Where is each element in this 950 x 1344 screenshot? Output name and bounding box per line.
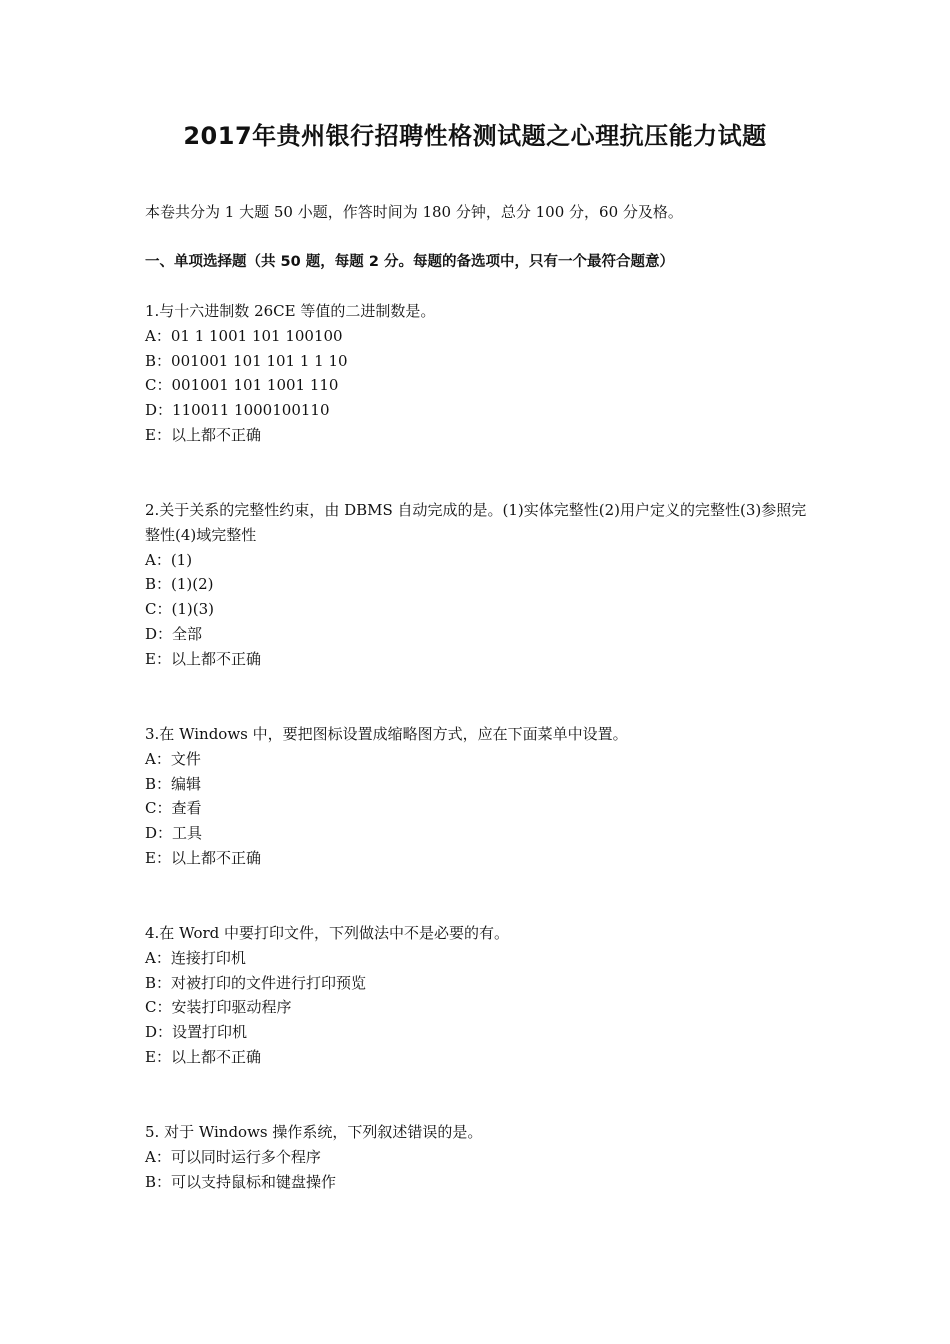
option-a: A：可以同时运行多个程序 — [145, 1147, 321, 1166]
option-c: C：(1)(3) — [145, 600, 214, 619]
option-b: B：可以支持鼠标和键盘操作 — [145, 1172, 337, 1191]
option-c: C：001001 101 1001 110 — [145, 376, 339, 395]
option-c: C：查看 — [145, 799, 202, 818]
exam-intro: 本卷共分为 1 大题 50 小题，作答时间为 180 分钟，总分 100 分，60 分及格。 — [145, 203, 683, 221]
option-c: C：安装打印驱动程序 — [145, 998, 292, 1017]
question-stem: 4.在 Word 中要打印文件，下列做法中不是必要的有。 — [145, 924, 510, 942]
question-stem: 5. 对于 Windows 操作系统，下列叙述错误的是。 — [145, 1123, 483, 1141]
option-b: B：001001 101 101 1 1 10 — [145, 351, 348, 370]
option-b: B：对被打印的文件进行打印预览 — [145, 973, 367, 992]
option-a: A：文件 — [145, 749, 201, 768]
option-d: D：110011 1000100110 — [145, 401, 330, 420]
question-4 — [145, 921, 815, 1070]
option-a: A：连接打印机 — [145, 948, 246, 967]
question-5 — [145, 1120, 815, 1194]
section-heading: 一、单项选择题（共 50 题，每题 2 分。每题的备选项中，只有一个最符合题意） — [145, 254, 674, 270]
option-d: D：工具 — [145, 824, 203, 843]
option-e: E：以上都不正确 — [145, 1047, 261, 1066]
document-title: 2017年贵州银行招聘性格测试题之心理抗压能力试题 — [183, 122, 767, 150]
question-stem: 1.与十六进制数 26CE 等值的二进制数是。 — [145, 302, 436, 320]
question-2 — [145, 498, 815, 672]
option-b: B：编辑 — [145, 774, 202, 793]
option-e: E：以上都不正确 — [145, 649, 261, 668]
option-e: E：以上都不正确 — [145, 425, 261, 444]
option-a: A：(1) — [145, 550, 193, 569]
option-d: D：全部 — [145, 624, 203, 643]
question-stem: 2.关于关系的完整性约束，由 DBMS 自动完成的是。(1)实体完整性(2)用户定义的完整性(3)参照完整性(4)域完整性 — [145, 501, 807, 544]
option-d: D：设置打印机 — [145, 1023, 248, 1042]
option-e: E：以上都不正确 — [145, 848, 261, 867]
question-1 — [145, 299, 815, 448]
question-3 — [145, 722, 815, 871]
question-stem: 3.在 Windows 中，要把图标设置成缩略图方式，应在下面菜单中设置。 — [145, 725, 628, 743]
option-b: B：(1)(2) — [145, 575, 214, 594]
option-a: A：01 1 1001 101 100100 — [145, 326, 343, 345]
